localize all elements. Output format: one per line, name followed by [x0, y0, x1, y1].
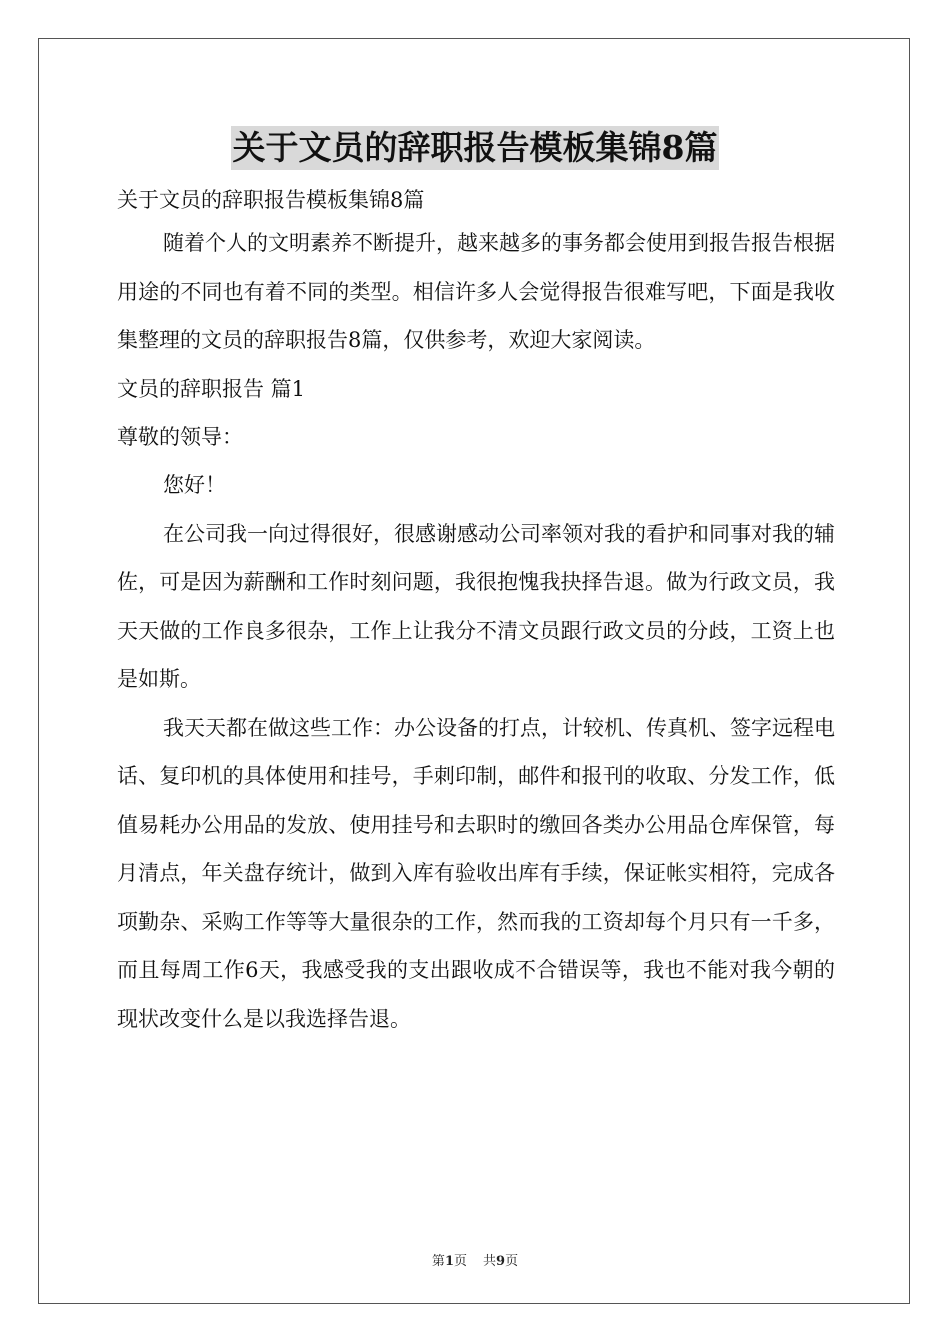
- current-page-number: 1: [444, 1254, 454, 1269]
- document-subtitle: 关于文员的辞职报告模板集锦8篇: [117, 188, 425, 212]
- total-pages-number: 9: [496, 1254, 506, 1269]
- footer-total-unit: 页: [505, 1254, 519, 1269]
- footer-total-prefix: 共: [483, 1254, 497, 1269]
- salutation: 尊敬的领导：: [117, 424, 243, 449]
- section-heading: 文员的辞职报告 篇1: [117, 376, 306, 401]
- body-paragraph: 在公司我一向过得很好，很感谢感动公司率领对我的看护和同事对我的辅佐，可是因为薪酬和工作时刻问题，我很抱愧我抉择告退。做为行政文员，我天天做的工作良多很杂，工作上让我分不清文员跟行政文员的分歧，工资上也是如斯。: [117, 521, 835, 691]
- footer-page-unit: 页: [453, 1254, 467, 1269]
- page-footer: [0, 1250, 950, 1269]
- document-title: [0, 126, 950, 170]
- body-paragraph: 我天天都在做这些工作：办公设备的打点，计较机、传真机、签字远程电话、复印机的具体使用和挂号，手刺印制，邮件和报刊的收取、分发工作，低值易耗办公用品的发放、使用挂号和去职时的缴回各类办公用品仓库保管，每月清点，年关盘存统计，做到入库有验收出库有手续，保证帐实相符，完成各项勤杂、采购工作等等大量很杂的工作，然而我的工资却每个月只有一千多，而且每周工作6天，我感受我的支出跟收成不合错误等，我也不能对我今朝的现状改变什么是以我选择告退。: [117, 715, 835, 1031]
- greeting: 您好！: [163, 473, 226, 497]
- document-body: [117, 183, 835, 1043]
- intro-paragraph: 随着个人的文明素养不断提升，越来越多的事务都会使用到报告报告根据用途的不同也有着不同的类型。相信许多人会觉得报告很难写吧，下面是我收集整理的文员的辞职报告8篇，仅供参考，欢迎大家阅读。: [117, 231, 835, 352]
- document-title-text: 关于文员的辞职报告模板集锦8篇: [231, 126, 720, 170]
- footer-prefix: 第: [431, 1254, 445, 1269]
